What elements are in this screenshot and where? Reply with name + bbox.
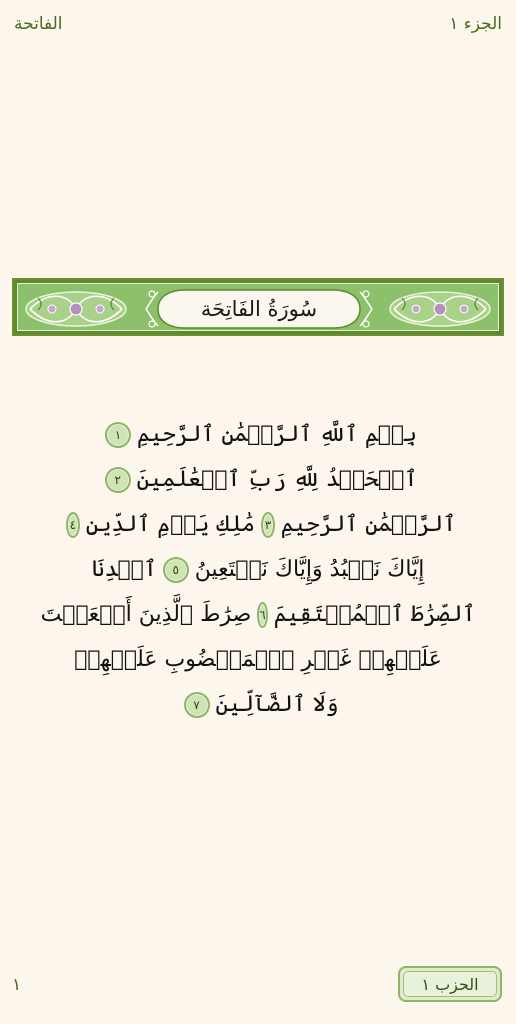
verse-text: إِيَّاكَ نَعۡبُدُ وَإِيَّاكَ نَسۡتَعِينُ: [194, 557, 425, 582]
surah-title-banner: [12, 278, 504, 336]
surah-name-header[interactable]: الفاتحة: [14, 14, 63, 34]
verse-text: عَلَيۡهِمۡ غَيۡرِ ٱلۡمَغۡضُوبِ عَلَيۡهِمۡ: [74, 647, 442, 672]
top-bar: [0, 0, 516, 50]
ayah-number-marker[interactable]: ٧: [184, 692, 210, 718]
verse-line[interactable]: [60, 637, 456, 682]
verse-line[interactable]: [60, 457, 456, 502]
verse-list: [40, 412, 476, 727]
floral-ornament-icon: [386, 288, 494, 330]
hizb-badge[interactable]: [398, 966, 502, 1002]
hizb-label: الحزب ١: [403, 971, 497, 997]
verse-text: ٱلرَّحۡمَٰنِ ٱلرَّحِيمِ: [280, 512, 456, 537]
floral-ornament-icon: [22, 288, 130, 330]
ayah-number-marker[interactable]: ٤: [66, 512, 80, 538]
verse-text: بِسۡمِ ٱللَّهِ ٱلرَّحۡمَٰنِ ٱلرَّحِيمِ: [136, 422, 418, 447]
ayah-number-marker[interactable]: ٣: [261, 512, 275, 538]
verse-text: ٱلۡحَمۡدُ لِلَّهِ رَبِّ ٱلۡعَٰلَمِينَ: [136, 467, 418, 492]
surah-title: سُورَةُ الفَاتِحَة: [200, 297, 318, 321]
verse-text: ٱهۡدِنَا: [91, 557, 157, 582]
ayah-number-marker[interactable]: ٥: [163, 557, 189, 583]
juz-label[interactable]: الجزء ١: [449, 14, 502, 34]
verse-text: مَٰلِكِ يَوۡمِ ٱلدِّينِ: [85, 512, 256, 537]
ayah-number-marker[interactable]: ٦: [257, 602, 267, 628]
ayah-number-marker[interactable]: ١: [105, 422, 131, 448]
verse-line[interactable]: [60, 412, 456, 457]
verse-line[interactable]: [60, 682, 456, 727]
verse-line[interactable]: [60, 547, 456, 592]
surah-banner-inner: [17, 283, 499, 331]
ayah-number-marker[interactable]: ٢: [105, 467, 131, 493]
verse-text: صِرَٰطَ ٱلَّذِينَ أَنۡعَمۡتَ: [40, 602, 252, 627]
page-number: ١: [12, 975, 22, 995]
verse-line[interactable]: [60, 502, 456, 547]
verse-text: وَلَا ٱلضَّآلِّينَ: [215, 692, 339, 717]
verse-text: ٱلصِّرَٰطَ ٱلۡمُسۡتَقِيمَ: [273, 602, 476, 627]
verse-line[interactable]: [40, 592, 476, 637]
